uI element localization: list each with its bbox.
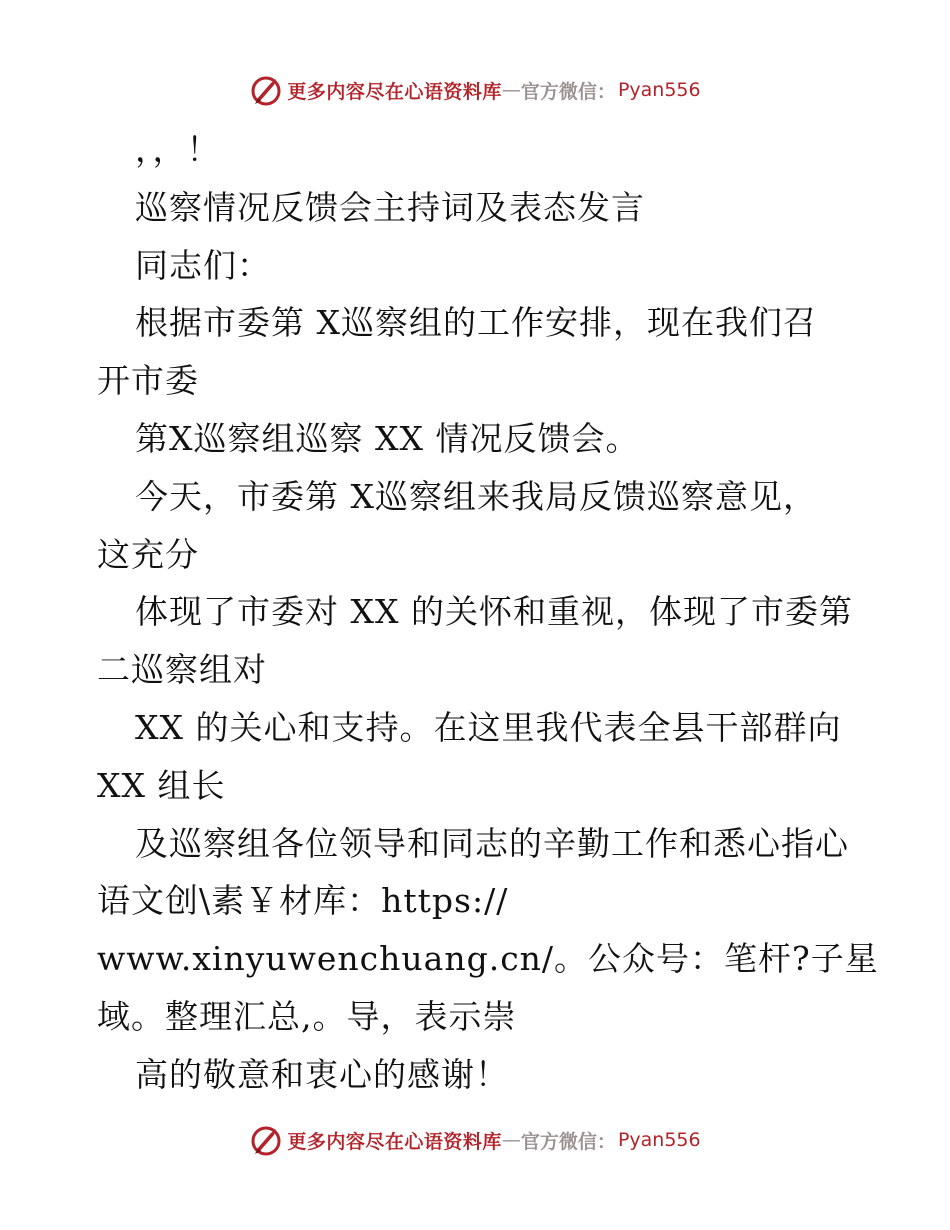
text-line: 体现了市委对 XX 的关怀和重视，体现了市委第: [135, 592, 853, 632]
text-line: XX 组长: [97, 765, 226, 805]
text-line: 高的敬意和衷心的感谢！: [135, 1054, 509, 1094]
document-body: [97, 121, 897, 1104]
banner-dash: —: [501, 79, 521, 101]
pen-nib-logo-icon: [249, 73, 283, 107]
banner-wechat-id: Pyan556: [617, 79, 701, 101]
text-line: 语文创\素￥材库：https://: [97, 881, 509, 921]
text-line: 开市委: [97, 361, 199, 401]
banner-wechat-id: Pyan556: [617, 1129, 701, 1151]
salutation: 同志们：: [135, 245, 271, 285]
text-line: 这充分: [97, 534, 199, 574]
pen-nib-logo-icon: [249, 1123, 283, 1157]
banner-brand-text: 更多内容尽在心语资料库: [287, 1130, 502, 1153]
text-line: XX 的关心和支持。在这里我代表全县干部群向: [135, 707, 842, 747]
banner-dash: —: [501, 1129, 521, 1151]
text-line: 二巡察组对: [97, 650, 267, 690]
header-banner: [0, 70, 950, 110]
document-title: 巡察情况反馈会主持词及表态发言: [135, 187, 645, 227]
text-line: 域。整理汇总,。导，表示崇: [97, 996, 517, 1036]
banner-wechat-label: 官方微信：: [520, 80, 616, 103]
footer-banner: [0, 1120, 950, 1160]
text-line: 及巡察组各位领导和同志的辛勤工作和悉心指心: [135, 823, 849, 863]
text-line: 今天，市委第 X巡察组来我局反馈巡察意见，: [135, 476, 817, 516]
text-line: ，，！: [135, 130, 221, 169]
text-line: www.xinyuwenchuang.cn/。公众号：笔杆?子星: [97, 939, 879, 979]
banner-brand-text: 更多内容尽在心语资料库: [287, 80, 502, 103]
text-line: 第X巡察组巡察 XX 情况反馈会。: [135, 418, 640, 458]
banner-wechat-label: 官方微信：: [520, 1130, 616, 1153]
text-line: 根据市委第 X巡察组的工作安排，现在我们召: [135, 303, 817, 343]
